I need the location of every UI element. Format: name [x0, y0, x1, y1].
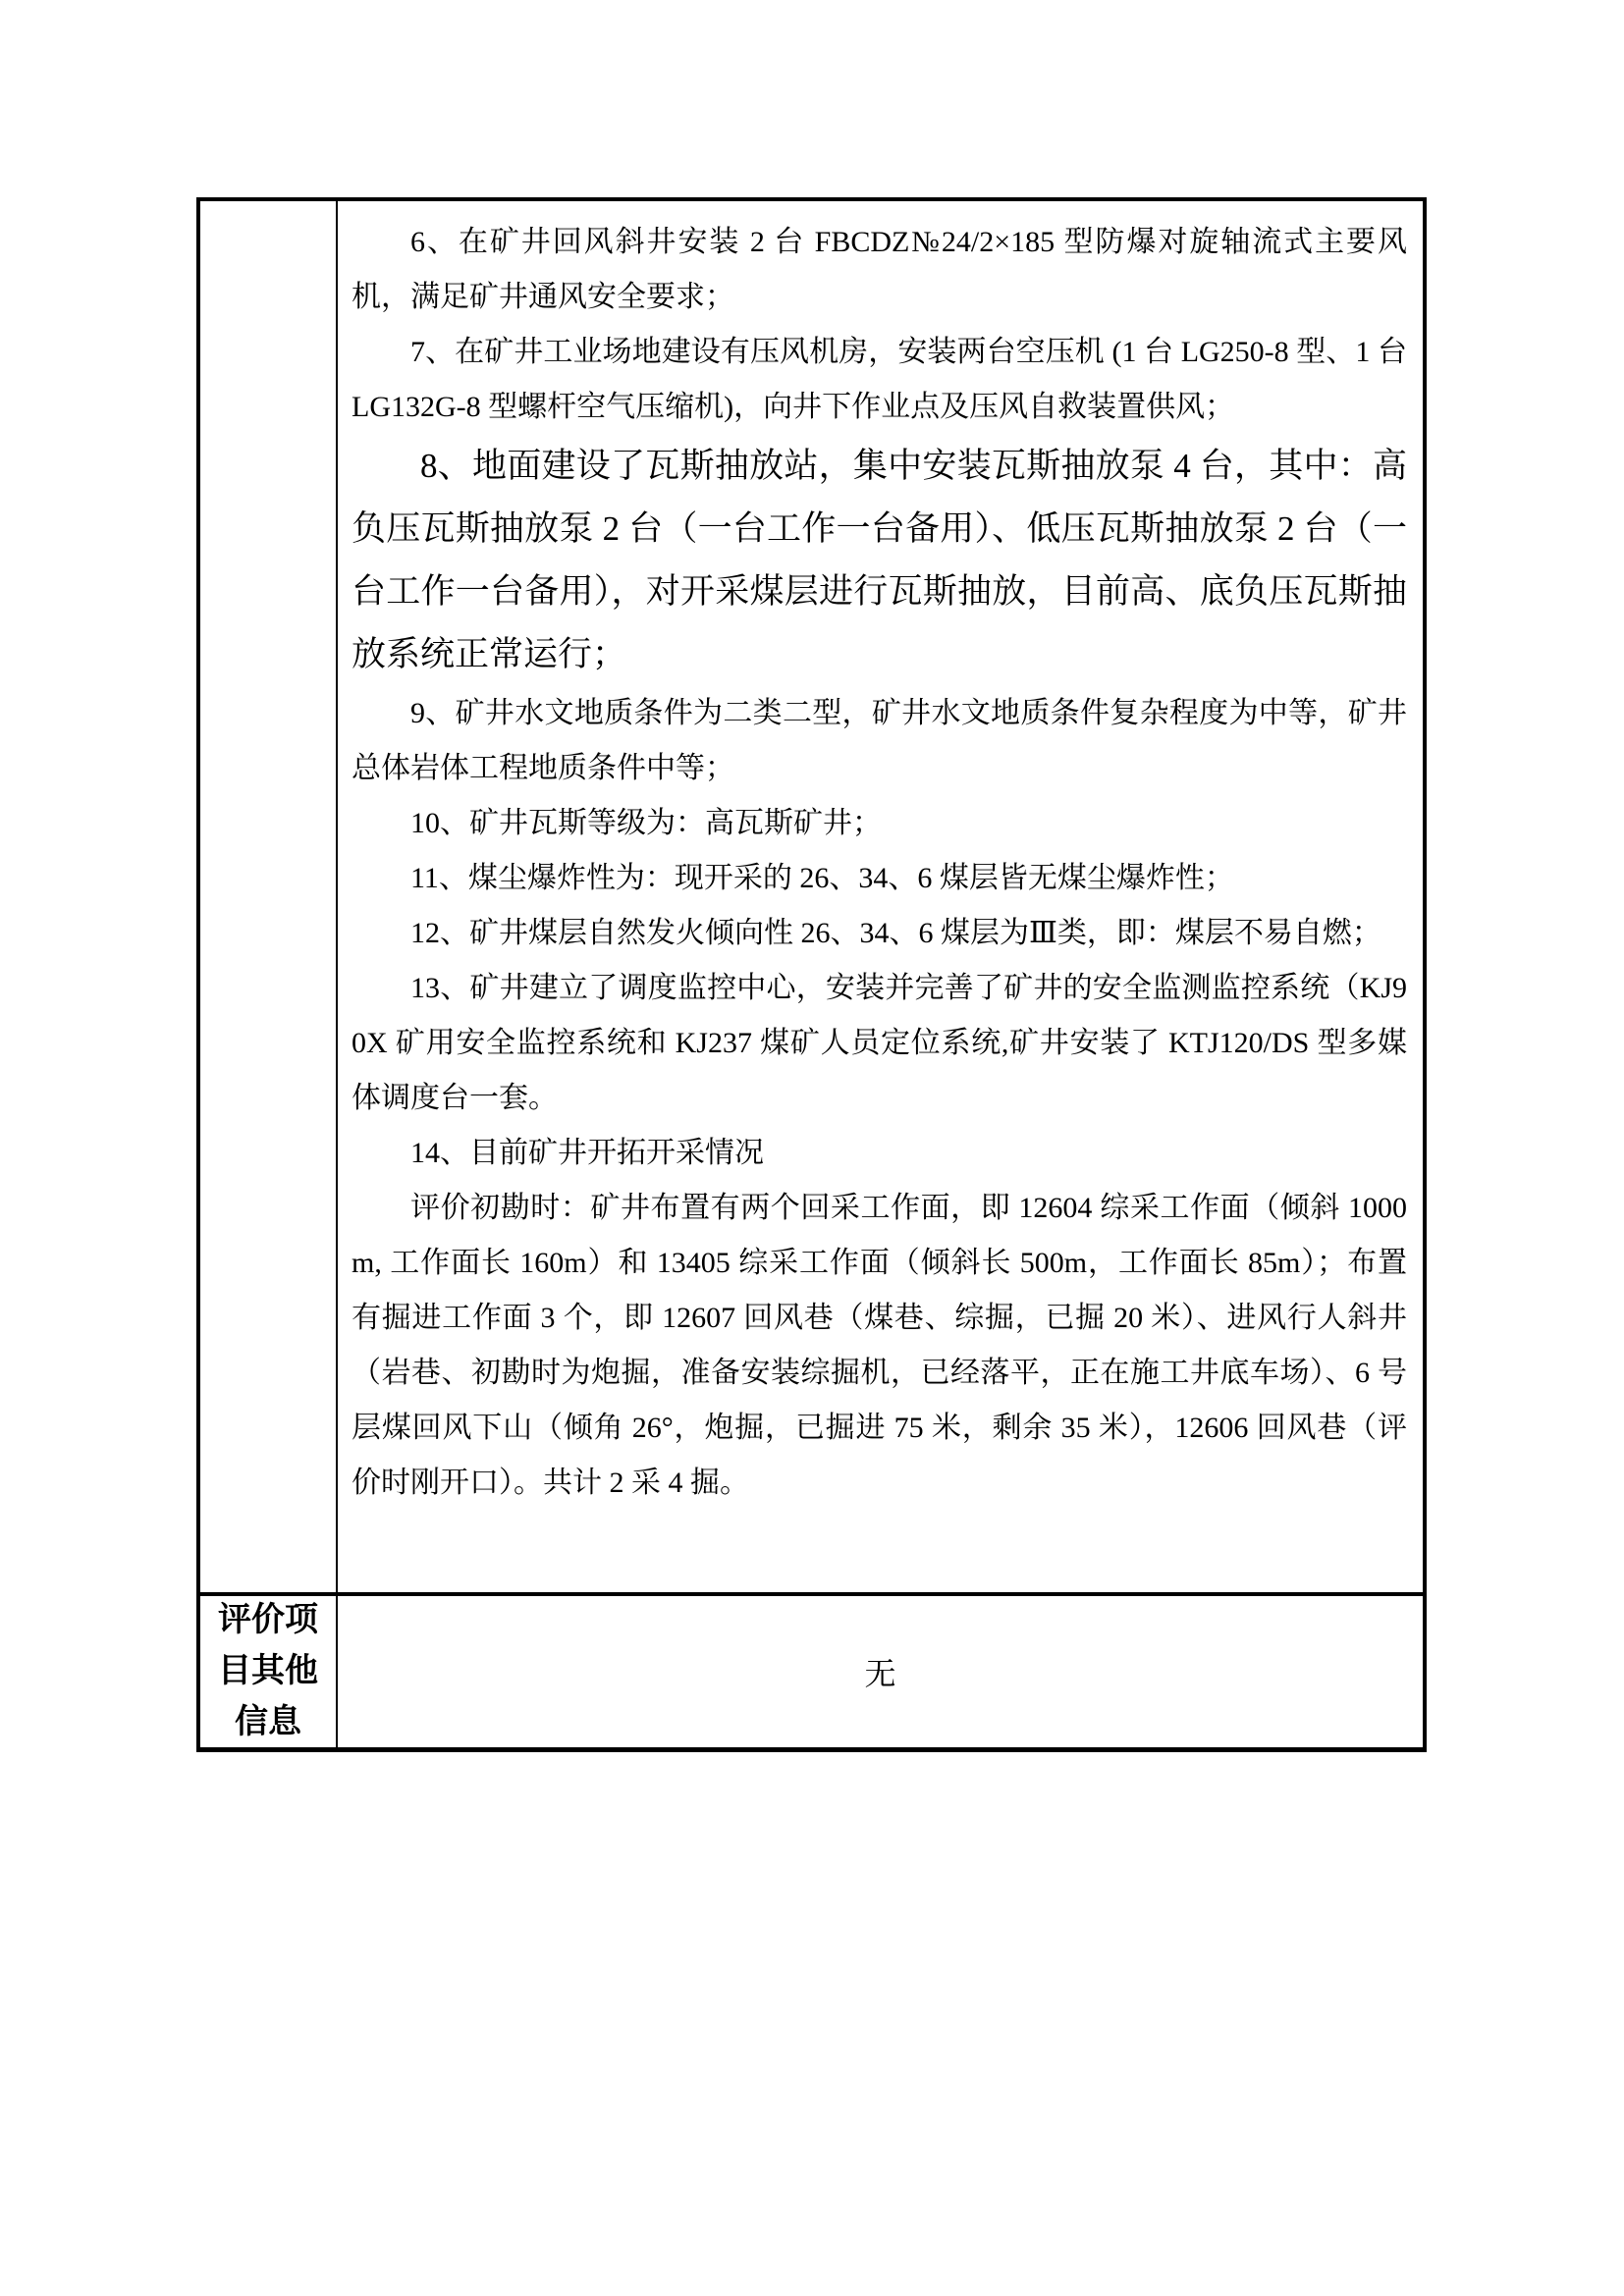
- other-info-value: 无: [864, 1656, 896, 1691]
- paragraph-7-air-compressors: 7、在矿井工业场地建设有压风机房，安装两台空压机 (1 台 LG250-8 型、1 台 LG132G-8 型螺杆空气压缩机)，向井下作业点及压风自救装置供风；: [352, 336, 1407, 423]
- paragraph-12-spontaneous-combustion: 12、矿井煤层自然发火倾向性 26、34、6 煤层为Ⅲ类，即：煤层不易自燃；: [410, 917, 1381, 949]
- paragraph-11-coal-dust-explosiveness: 11、煤尘爆炸性为：现开采的 26、34、6 煤层皆无煤尘爆炸性；: [410, 862, 1234, 894]
- paragraph-6-main-fans: 6、在矿井回风斜井安装 2 台 FBCDZ№24/2×185 型防爆对旋轴流式主要风机，满足矿井通风安全要求；: [352, 226, 1407, 313]
- other-info-header-label: 评价项目其他信息: [218, 1602, 318, 1740]
- paragraph-10-gas-grade: 10、矿井瓦斯等级为：高瓦斯矿井；: [410, 807, 882, 839]
- other-info-value-cell: [338, 1596, 1423, 1747]
- row-header-cell-empty: [200, 201, 338, 1592]
- paragraph-9-hydrogeology: 9、矿井水文地质条件为二类二型，矿井水文地质条件复杂程度为中等，矿井总体岩体工程地质条件中等；: [352, 697, 1407, 784]
- table-row-content: [200, 201, 1423, 1596]
- other-info-header-cell: [200, 1596, 338, 1747]
- paragraph-14-mining-status-heading: 14、目前矿井开拓开采情况: [410, 1137, 764, 1169]
- paragraph-13-monitoring-systems: 13、矿井建立了调度监控中心，安装并完善了矿井的安全监测监控系统（KJ90X 矿用安全监控系统和 KJ237 煤矿人员定位系统,矿井安装了 KTJ120/DS 型多媒体调度台一套。: [352, 972, 1407, 1114]
- paragraph-8-gas-drainage-station: 8、地面建设了瓦斯抽放站，集中安装瓦斯抽放泵 4 台，其中：高负压瓦斯抽放泵 2 台（一台工作一台备用）、低压瓦斯抽放泵 2 台（一台工作一台备用），对开采煤层进行瓦斯抽放，目前高、底负压瓦斯抽放系统正常运行；: [352, 447, 1407, 673]
- content-cell: [338, 201, 1423, 1592]
- paragraph-15-working-faces-detail: 评价初勘时：矿井布置有两个回采工作面，即 12604 综采工作面（倾斜 1000m, 工作面长 160m）和 13405 综采工作面（倾斜长 500m，工作面长 85m）；布置有掘进工作面 3 个，即 12607 回风巷（煤巷、综掘，已掘 20 米）、进风行人斜井（岩巷、初勘时为炮掘，准备安装综掘机，已经落平，正在施工井底车场）、6 号层煤回风下山（倾角 26°，炮掘，已掘进 75 米，剩余 35 米），12606 回风巷（评价时刚开口）。共计 2 采 4 掘。: [352, 1192, 1407, 1499]
- evaluation-table: [196, 197, 1427, 1752]
- table-row-other-info: [200, 1596, 1423, 1747]
